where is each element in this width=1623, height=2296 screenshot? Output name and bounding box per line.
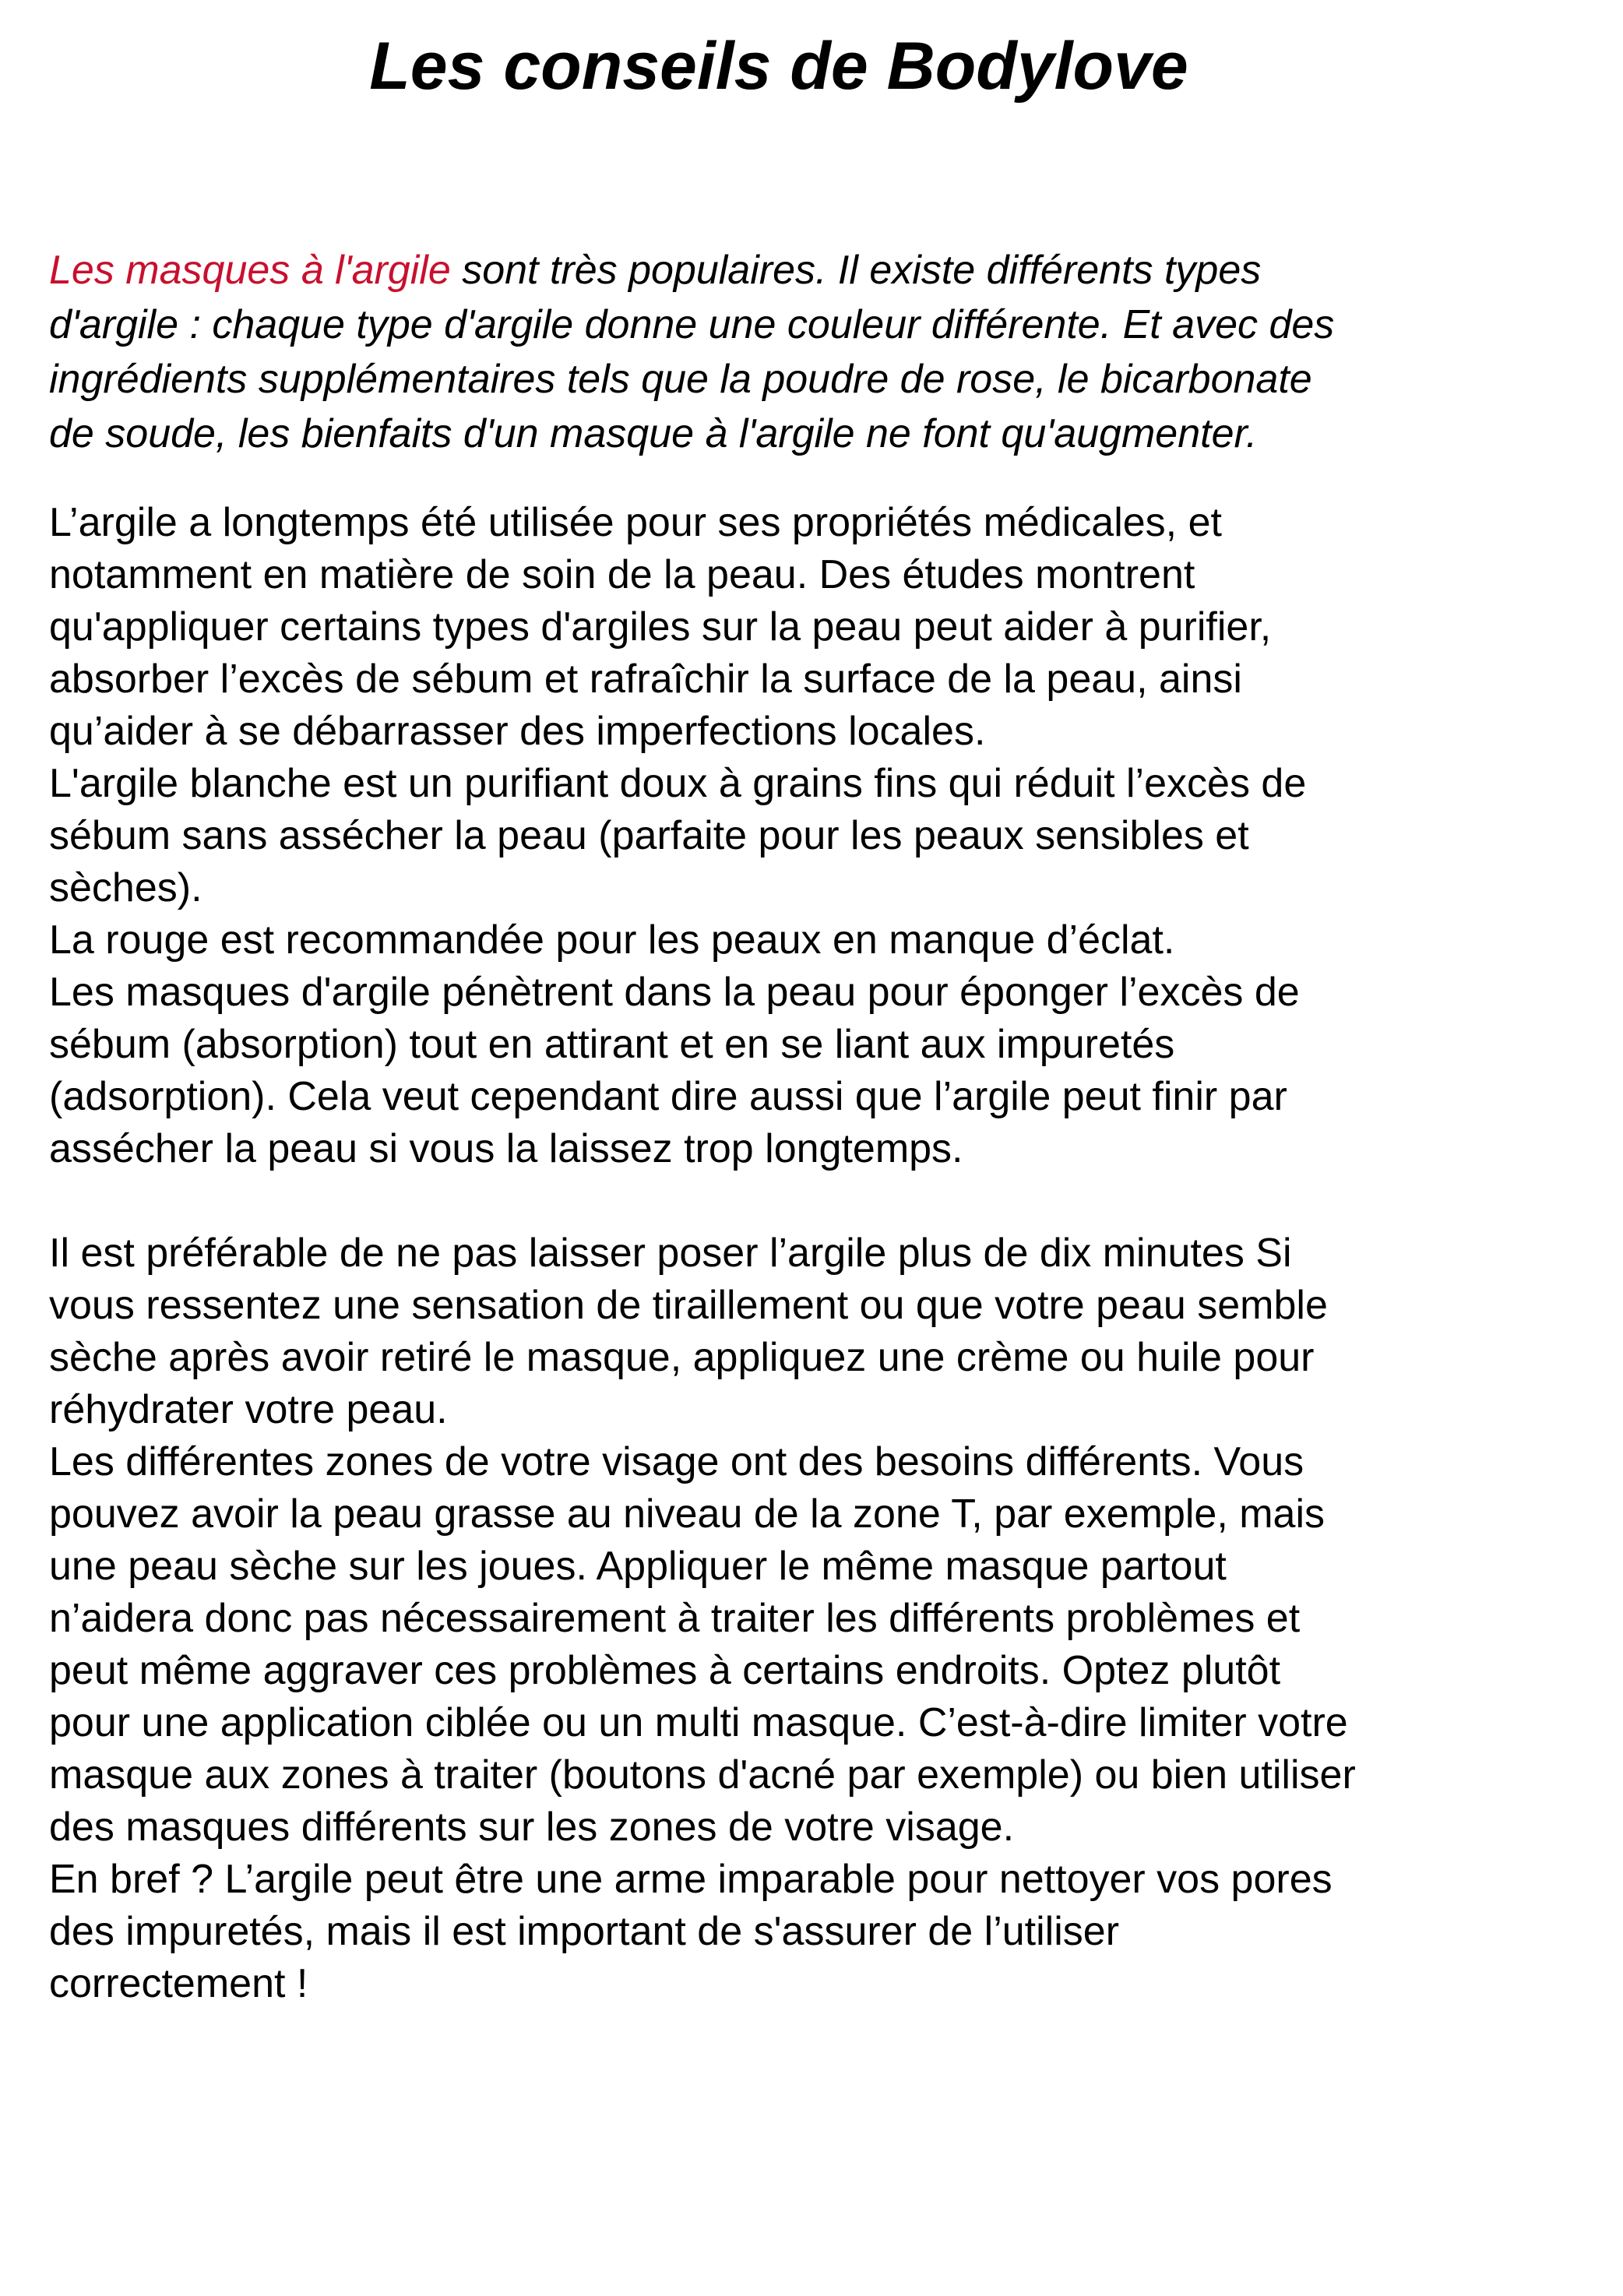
intro-line: d'argile : chaque type d'argile donne une couleur différente. Et avec des xyxy=(49,302,1335,347)
intro-paragraph xyxy=(49,243,1575,461)
body-line: qu'appliquer certains types d'argiles sur la peau peut aider à purifier, xyxy=(49,604,1272,650)
body-line: Il est préférable de ne pas laisser poser l’argile plus de dix minutes Si xyxy=(49,1231,1292,1276)
body-line: notamment en matière de soin de la peau. Des études montrent xyxy=(49,552,1195,597)
body-line: peut même aggraver ces problèmes à certains endroits. Optez plutôt xyxy=(49,1648,1281,1693)
body-line: masque aux zones à traiter (boutons d'acné par exemple) ou bien utiliser xyxy=(49,1752,1356,1798)
body-line: assécher la peau si vous la laissez trop longtemps. xyxy=(49,1126,963,1171)
body-line: une peau sèche sur les joues. Appliquer le même masque partout xyxy=(49,1544,1227,1589)
paragraph-spacer xyxy=(49,1175,1575,1227)
body-line: sébum (absorption) tout en attirant et en se liant aux impuretés xyxy=(49,1022,1175,1067)
body-line: sébum sans assécher la peau (parfaite pour les peaux sensibles et xyxy=(49,813,1249,858)
body-line: correctement ! xyxy=(49,1961,308,2006)
body-line: des impuretés, mais il est important de s'assurer de l’utiliser xyxy=(49,1909,1120,1954)
body-line: En bref ? L’argile peut être une arme imparable pour nettoyer vos pores xyxy=(49,1857,1333,1902)
body-line: Les masques d'argile pénètrent dans la peau pour éponger l’excès de xyxy=(49,970,1300,1015)
body-line: L’argile a longtemps été utilisée pour ses propriétés médicales, et xyxy=(49,500,1222,545)
intro-highlight: Les masques à l'argile xyxy=(49,248,451,293)
body-line: (adsorption). Cela veut cependant dire aussi que l’argile peut finir par xyxy=(49,1074,1287,1119)
body-line: des masques différents sur les zones de votre visage. xyxy=(49,1805,1015,1850)
body-line: vous ressentez une sensation de tiraillement ou que votre peau semble xyxy=(49,1283,1328,1328)
body-line: absorber l’excès de sébum et rafraîchir la surface de la peau, ainsi xyxy=(49,657,1242,702)
body-line: sèche après avoir retiré le masque, appliquez une crème ou huile pour xyxy=(49,1335,1315,1380)
body-line: pour une application ciblée ou un multi masque. C’est-à-dire limiter votre xyxy=(49,1700,1348,1745)
body-line: pouvez avoir la peau grasse au niveau de la zone T, par exemple, mais xyxy=(49,1491,1326,1537)
intro-line: de soude, les bienfaits d'un masque à l'argile ne font qu'augmenter. xyxy=(49,411,1258,456)
body-line: sèches). xyxy=(49,865,202,910)
body-line: qu’aider à se débarrasser des imperfections locales. xyxy=(49,709,986,754)
page-title: Les conseils de Bodylove xyxy=(369,29,1188,104)
intro-line-text: sont très populaires. Il existe différents types xyxy=(450,248,1262,293)
body-line: réhydrater votre peau. xyxy=(49,1387,448,1432)
body-line: Les différentes zones de votre visage ont des besoins différents. Vous xyxy=(49,1439,1304,1484)
body-line: n’aidera donc pas nécessairement à traiter les différents problèmes et xyxy=(49,1596,1301,1641)
intro-line: ingrédients supplémentaires tels que la poudre de rose, le bicarbonate xyxy=(49,357,1312,402)
main-text xyxy=(49,497,1575,2010)
intro-line xyxy=(49,243,1575,298)
body-line: La rouge est recommandée pour les peaux en manque d’éclat. xyxy=(49,917,1175,963)
body-line: L'argile blanche est un purifiant doux à grains fins qui réduit l’excès de xyxy=(49,761,1307,806)
